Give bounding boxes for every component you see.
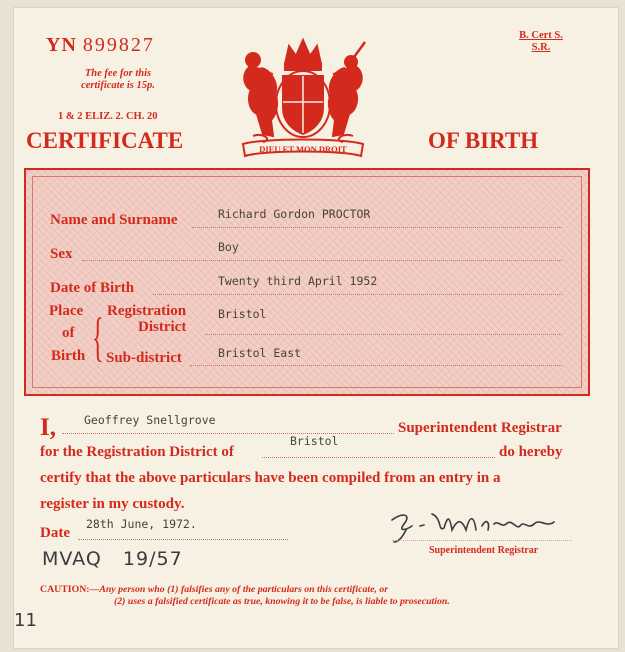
- fee-note-line-1: The fee for this: [84, 68, 152, 79]
- fee-note: [58, 68, 178, 92]
- date-value: 28th June, 1972.: [86, 517, 197, 531]
- certified-district-dotted-line: [262, 457, 495, 458]
- form-code-sub: S.R.: [531, 42, 551, 53]
- registrar-dotted-line: [62, 433, 394, 434]
- caution-text: [40, 584, 450, 608]
- place-birth-label: Birth: [51, 348, 86, 364]
- signature-dotted-line: [392, 540, 572, 541]
- certified-district-value: Bristol: [290, 434, 339, 448]
- place-label: Place: [49, 303, 84, 319]
- sex-label: Sex: [50, 246, 73, 262]
- certify-line-1: certify that the above particulars have been compiled from an entry in a: [40, 470, 501, 486]
- sex-value: Boy: [218, 240, 239, 254]
- place-of-label: of: [62, 325, 75, 341]
- handwritten-reference: MVAQ 19/57: [42, 548, 183, 570]
- act-reference: 1 & 2 ELIZ. 2. CH. 20: [58, 111, 158, 122]
- district-label: District: [138, 319, 187, 335]
- sub-district-label: Sub-district: [106, 350, 182, 366]
- serial-number: [46, 34, 155, 57]
- registrar-signature: [386, 508, 576, 548]
- district-dotted-line: [205, 334, 562, 335]
- registration-label: Registration: [107, 303, 187, 319]
- fee-note-line-2: certificate is 15p.: [81, 80, 155, 91]
- certify-line-2: register in my custody.: [40, 496, 185, 512]
- name-dotted-line: [192, 227, 562, 228]
- name-value: Richard Gordon PROCTOR: [218, 207, 371, 221]
- caution-label: CAUTION:—: [40, 584, 100, 595]
- dob-dotted-line: [153, 294, 562, 295]
- serial-prefix: YN: [46, 34, 77, 56]
- sex-dotted-line: [82, 260, 562, 261]
- date-label: Date: [40, 525, 70, 541]
- title-certificate: CERTIFICATE: [26, 128, 184, 153]
- serial-digits: 899827: [82, 34, 155, 56]
- do-hereby: do hereby: [499, 444, 563, 460]
- registrar-title: Superintendent Registrar: [398, 420, 562, 436]
- place-brace: {: [92, 307, 104, 367]
- title-of-birth: OF BIRTH: [428, 128, 539, 153]
- date-dotted-line: [78, 539, 288, 540]
- sub-district-dotted-line: [190, 365, 562, 366]
- name-label: Name and Surname: [50, 212, 178, 228]
- registration-district-value: Bristol: [218, 307, 267, 321]
- form-code-main: B. Cert S.: [519, 30, 563, 41]
- for-district-label: for the Registration District of: [40, 444, 234, 460]
- i-label: I,: [40, 414, 56, 441]
- dob-value: Twenty third April 1952: [218, 274, 378, 288]
- royal-coat-of-arms-icon: [233, 36, 373, 164]
- caution-line-2: (2) uses a falsified certificate as true, knowing it to be false, is liable to prosecution.: [114, 596, 450, 607]
- margin-mark: 11: [14, 610, 37, 631]
- signature-caption: Superintendent Registrar: [429, 545, 539, 556]
- caution-line-1: Any person who (1) falsifies any of the particulars on this certificate, or: [99, 584, 389, 595]
- form-code: [506, 30, 576, 54]
- dob-label: Date of Birth: [50, 280, 135, 296]
- registrar-name: Geoffrey Snellgrove: [84, 413, 216, 427]
- crest-motto: DIEU ET MON DROIT: [259, 144, 347, 154]
- sub-district-value: Bristol East: [218, 346, 302, 360]
